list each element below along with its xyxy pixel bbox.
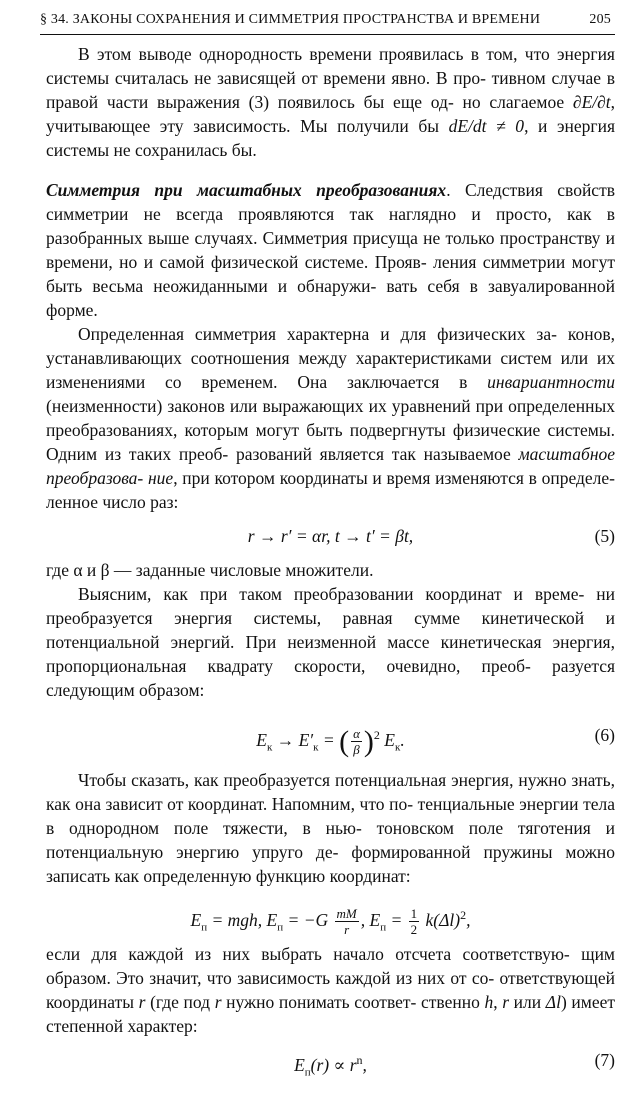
header-rule bbox=[40, 34, 615, 35]
equation-number-6: (6) bbox=[594, 725, 615, 745]
after-equation-5: где α и β — заданные числовые множители. bbox=[46, 560, 374, 580]
header-title: § 34. ЗАКОНЫ СОХРАНЕНИЯ И СИММЕТРИЯ ПРОСТРАНСТВА И ВРЕМЕНИ bbox=[40, 12, 541, 27]
page-number: 205 bbox=[589, 12, 611, 27]
equation-number-5: (5) bbox=[594, 526, 615, 546]
paragraph-5: Чтобы сказать, как преобразуется потенциальная энергия, нужно знать, как она зависит от координат. Напомним, что по- тенциальные энергии тела в однородном поле тяжести, в нью- тоновском поле тяготения и потенциальную энергию упруго де- формированной пружины можно записать как определенную функцию координат: bbox=[46, 770, 616, 886]
page-body bbox=[46, 42, 615, 1082]
paragraph-1: В этом выводе однородность времени проявилась в том, что энергия системы считалась не зависящей от времени явно. В про- тивном случае в правой части выражения (3) появилось бы еще од- но слагаемое ∂E/∂t, учитывающее эту зависимость. Мы получили бы dE/dt ≠ 0, и энергия системы не сохранилась бы. bbox=[46, 44, 616, 160]
running-header bbox=[40, 8, 615, 32]
equation-6: $E_к \to E'_к$ = ( $\frac{\alpha}{\beta}$ )$^2$ $E_к$. (6) bbox=[46, 702, 615, 768]
section-heading: Симметрия при масштабных преобразованиях bbox=[46, 180, 447, 200]
section-gap bbox=[46, 162, 615, 178]
paragraph-4: Выясним, как при таком преобразовании координат и време- ни преобразуется энергия системы, равная сумме кинетической и потенциальной энергий. При неизменной массе кинетическая энергия, пропорциональная квадрату скорости, очевидно, преоб- разуется следующим образом: bbox=[46, 584, 616, 700]
paragraph-2: Симметрия при масштабных преобразованиях. Следствия свойств симметрии не всегда проявляются так наглядно и просто, как в разобранных выше случаях. Симметрия присуща не только пространству и времени, но и самой физической системе. Прояв- ления симметрии могут быть весьма неожиданными и обнаружи- вать себя в завуалированной форме. bbox=[46, 180, 616, 320]
paragraph-6: если для каждой из них выбрать начало отсчета соответствую- щим образом. Это значит, что зависимость каждой из них от со- ответствующей координаты r (где под r нужно понимать соответ- ственно h, r или Δl) имеет степенной характер: bbox=[46, 944, 616, 1036]
paragraph-3: Определенная симметрия характерна и для физических за- конов, устанавливающих соотношения между характеристиками систем или их изменениями со временем. Она заключается в инвариантности (неизменности) законов или выражающих их уравнений при определенных преобразованиях, которым могут быть подвергнуты физические системы. Одним из таких преоб- разований является так называемое масштабное преобразова- ние, при котором координаты и время изменяются в определе- ленное число раз: bbox=[46, 324, 616, 512]
equation-5: r → r′ = αr, t → t′ = βt, (5) bbox=[46, 514, 615, 558]
equation-potential-energies: $E_п$ = mgh, $E_п = -G$ $\frac{mM}{r}$ , $E_п$ = $\frac{1}{2}$ $k(\Delta l)^2$, bbox=[190, 906, 471, 938]
equation-number-7: (7) bbox=[594, 1050, 615, 1070]
equation-7: $E_п(r) \propto r^n$, (7) bbox=[46, 1038, 615, 1082]
